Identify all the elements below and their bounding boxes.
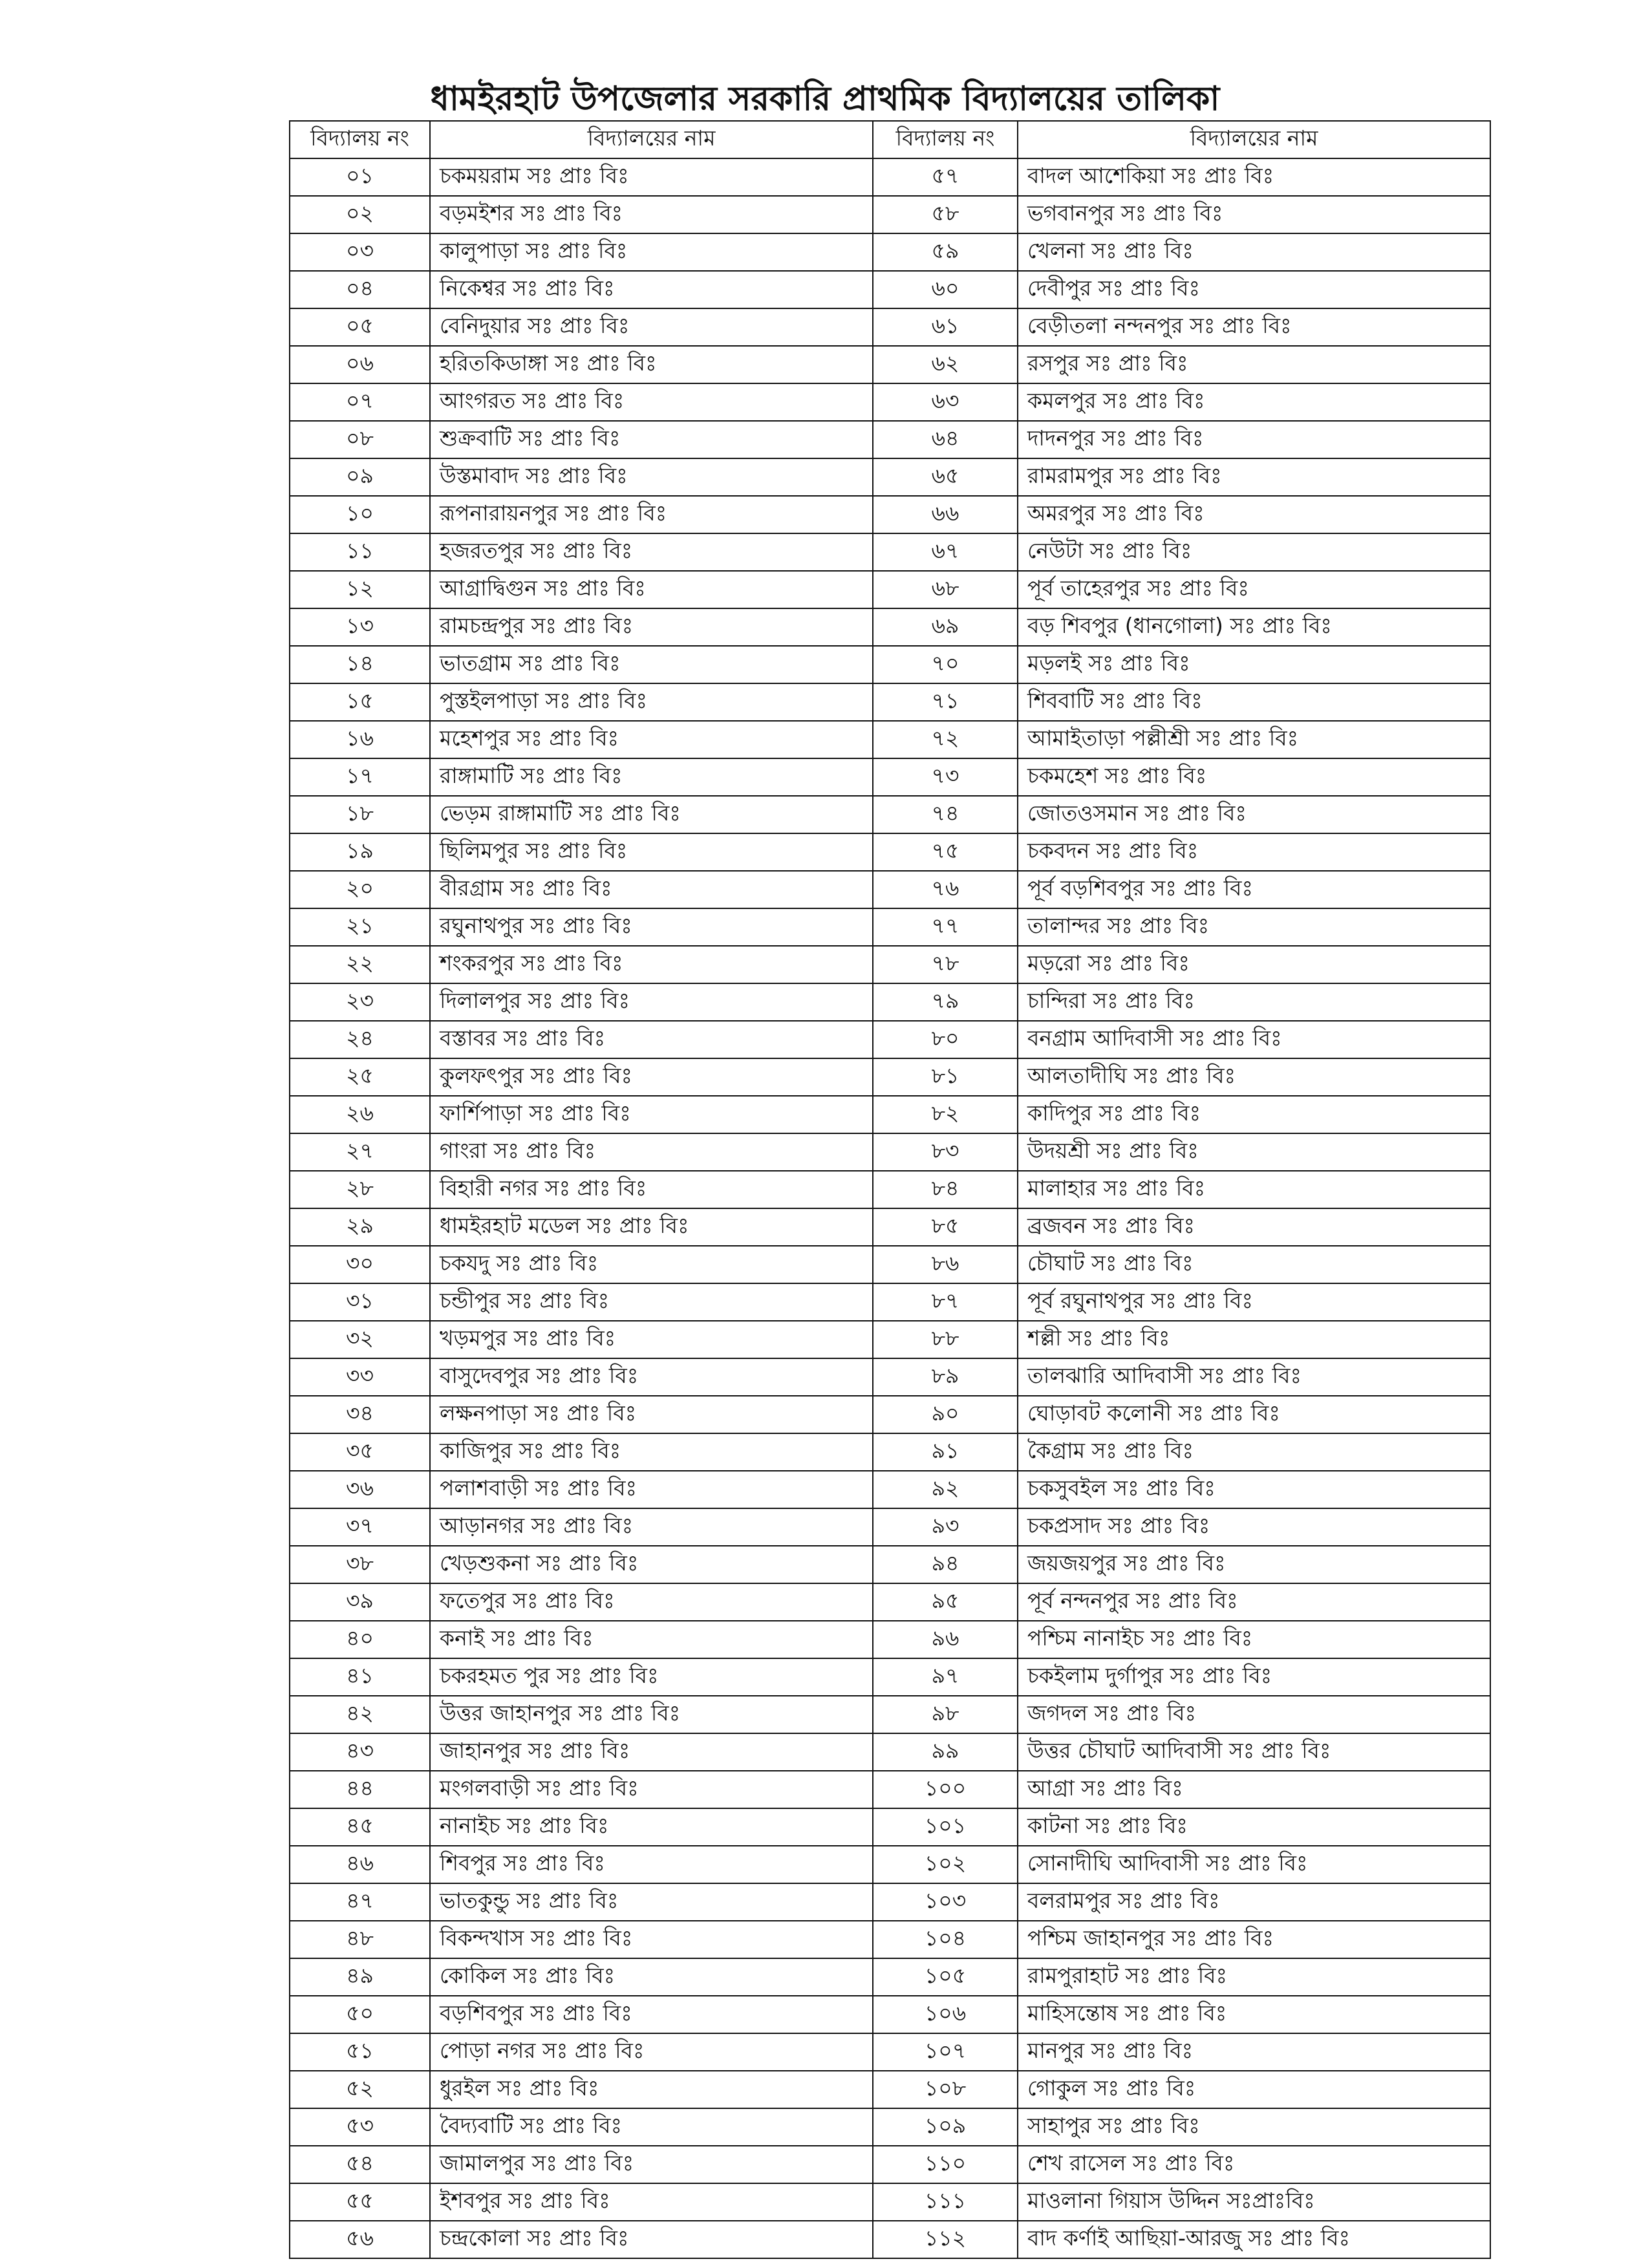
school-name-right: চকবদন সঃ প্রাঃ বিঃ <box>1018 833 1490 871</box>
school-name-right: জয়জয়পুর সঃ প্রাঃ বিঃ <box>1018 1546 1490 1583</box>
table-row <box>290 796 1490 833</box>
school-name-left: হরিতকিডাঙ্গা সঃ প্রাঃ বিঃ <box>430 346 873 383</box>
school-name-left: কালুপাড়া সঃ প্রাঃ বিঃ <box>430 233 873 271</box>
school-name-right: মানপুর সঃ প্রাঃ বিঃ <box>1018 2033 1490 2071</box>
school-name-right: মড়লই সঃ প্রাঃ বিঃ <box>1018 646 1490 683</box>
school-name-right: উদয়শ্রী সঃ প্রাঃ বিঃ <box>1018 1133 1490 1171</box>
school-no-right: ১০০ <box>873 1771 1018 1808</box>
table-row <box>290 1583 1490 1621</box>
table-row <box>290 983 1490 1021</box>
school-name-right: আমাইতাড়া পল্লীশ্রী সঃ প্রাঃ বিঃ <box>1018 721 1490 758</box>
school-no-right: ৭২ <box>873 721 1018 758</box>
school-no-right: ৮৫ <box>873 1208 1018 1246</box>
school-no-right: ৭১ <box>873 683 1018 721</box>
table-row <box>290 346 1490 383</box>
school-no-right: ১০৪ <box>873 1921 1018 1958</box>
school-no-left: ০৮ <box>290 421 430 458</box>
school-name-right: দাদনপুর সঃ প্রাঃ বিঃ <box>1018 421 1490 458</box>
school-name-right: তালান্দর সঃ প্রাঃ বিঃ <box>1018 908 1490 946</box>
school-name-left: রাঙ্গামাটি সঃ প্রাঃ বিঃ <box>430 758 873 796</box>
school-no-left: ০৪ <box>290 271 430 308</box>
school-name-left: কনাই সঃ প্রাঃ বিঃ <box>430 1621 873 1658</box>
table-row <box>290 196 1490 233</box>
table-row <box>290 1621 1490 1658</box>
school-no-right: ৬৫ <box>873 458 1018 496</box>
school-name-right: জগদল সঃ প্রাঃ বিঃ <box>1018 1696 1490 1733</box>
school-no-left: ১৮ <box>290 796 430 833</box>
school-name-left: পোড়া নগর সঃ প্রাঃ বিঃ <box>430 2033 873 2071</box>
school-name-right: রসপুর সঃ প্রাঃ বিঃ <box>1018 346 1490 383</box>
table-row <box>290 571 1490 608</box>
school-name-left: বস্তাবর সঃ প্রাঃ বিঃ <box>430 1021 873 1058</box>
table-row <box>290 2108 1490 2146</box>
school-no-right: ৫৭ <box>873 158 1018 196</box>
table-row <box>290 1133 1490 1171</box>
school-no-left: ২৬ <box>290 1096 430 1133</box>
school-name-right: ব্রজবন সঃ প্রাঃ বিঃ <box>1018 1208 1490 1246</box>
school-name-left: চকময়রাম সঃ প্রাঃ বিঃ <box>430 158 873 196</box>
school-name-left: আড়ানগর সঃ প্রাঃ বিঃ <box>430 1508 873 1546</box>
school-name-left: ফতেপুর সঃ প্রাঃ বিঃ <box>430 1583 873 1621</box>
school-no-right: ৮০ <box>873 1021 1018 1058</box>
school-no-left: ০৩ <box>290 233 430 271</box>
school-no-right: ৮৯ <box>873 1358 1018 1396</box>
school-no-left: ৪৩ <box>290 1733 430 1771</box>
school-no-left: ১৬ <box>290 721 430 758</box>
school-name-left: রূপনারায়নপুর সঃ প্রাঃ বিঃ <box>430 496 873 533</box>
table-row <box>290 1321 1490 1358</box>
school-name-right: ঘোড়াবট কলোনী সঃ প্রাঃ বিঃ <box>1018 1396 1490 1433</box>
school-no-right: ৬৯ <box>873 608 1018 646</box>
table-row <box>290 1696 1490 1733</box>
school-no-right: ৭৭ <box>873 908 1018 946</box>
school-no-right: ৬৬ <box>873 496 1018 533</box>
school-no-left: ১৪ <box>290 646 430 683</box>
school-no-left: ২২ <box>290 946 430 983</box>
school-name-right: চকইলাম দুর্গাপুর সঃ প্রাঃ বিঃ <box>1018 1658 1490 1696</box>
page-title: ধামইরহাট উপজেলার সরকারি প্রাথমিক বিদ্যালয়ের তালিকা <box>430 80 1220 118</box>
school-name-right: চৌঘাট সঃ প্রাঃ বিঃ <box>1018 1246 1490 1283</box>
school-no-left: ০৬ <box>290 346 430 383</box>
school-no-right: ১০৯ <box>873 2108 1018 2146</box>
school-no-left: ৫১ <box>290 2033 430 2071</box>
school-no-left: ৫৩ <box>290 2108 430 2146</box>
school-name-left: আগ্রাদ্বিগুন সঃ প্রাঃ বিঃ <box>430 571 873 608</box>
school-name-right: পূর্ব তাহেরপুর সঃ প্রাঃ বিঃ <box>1018 571 1490 608</box>
school-name-right: দেবীপুর সঃ প্রাঃ বিঃ <box>1018 271 1490 308</box>
table-row <box>290 608 1490 646</box>
school-name-left: চকযদু সঃ প্রাঃ বিঃ <box>430 1246 873 1283</box>
school-name-left: জাহানপুর সঃ প্রাঃ বিঃ <box>430 1733 873 1771</box>
school-no-right: ১১২ <box>873 2221 1018 2258</box>
table-row <box>290 683 1490 721</box>
school-no-right: ৮৪ <box>873 1171 1018 1208</box>
school-no-right: ১০৭ <box>873 2033 1018 2071</box>
school-name-right: বেড়ীতলা নন্দনপুর সঃ প্রাঃ বিঃ <box>1018 308 1490 346</box>
school-no-left: ১৩ <box>290 608 430 646</box>
school-name-left: কোকিল সঃ প্রাঃ বিঃ <box>430 1958 873 1996</box>
school-name-right: জোতওসমান সঃ প্রাঃ বিঃ <box>1018 796 1490 833</box>
school-name-left: নিকেশ্বর সঃ প্রাঃ বিঃ <box>430 271 873 308</box>
school-name-left: চন্ডীপুর সঃ প্রাঃ বিঃ <box>430 1283 873 1321</box>
header-school-name-right: বিদ্যালয়ের নাম <box>1018 121 1490 158</box>
school-no-right: ৭৯ <box>873 983 1018 1021</box>
school-no-left: ২৭ <box>290 1133 430 1171</box>
table-row <box>290 1546 1490 1583</box>
school-no-right: ৭৩ <box>873 758 1018 796</box>
table-row <box>290 2183 1490 2221</box>
school-no-right: ৮৩ <box>873 1133 1018 1171</box>
school-name-right: শিববাটি সঃ প্রাঃ বিঃ <box>1018 683 1490 721</box>
school-name-left: হজরতপুর সঃ প্রাঃ বিঃ <box>430 533 873 571</box>
school-no-left: ৫০ <box>290 1996 430 2033</box>
school-no-left: ০৭ <box>290 383 430 421</box>
school-no-left: ১২ <box>290 571 430 608</box>
school-name-right: সোনাদীঘি আদিবাসী সঃ প্রাঃ বিঃ <box>1018 1846 1490 1883</box>
school-name-left: চকরহমত পুর সঃ প্রাঃ বিঃ <box>430 1658 873 1696</box>
school-no-left: ৪৭ <box>290 1883 430 1921</box>
school-no-right: ৬৩ <box>873 383 1018 421</box>
school-no-right: ৫৯ <box>873 233 1018 271</box>
school-no-right: ৯৩ <box>873 1508 1018 1546</box>
table-row <box>290 421 1490 458</box>
school-no-left: ২৮ <box>290 1171 430 1208</box>
school-name-right: বলরামপুর সঃ প্রাঃ বিঃ <box>1018 1883 1490 1921</box>
school-no-left: ৩৪ <box>290 1396 430 1433</box>
school-no-right: ৬৪ <box>873 421 1018 458</box>
school-name-right: শেখ রাসেল সঃ প্রাঃ বিঃ <box>1018 2146 1490 2183</box>
school-no-left: ১৯ <box>290 833 430 871</box>
table-row <box>290 233 1490 271</box>
table-row <box>290 1958 1490 1996</box>
school-name-left: ভাতকুন্ডু সঃ প্রাঃ বিঃ <box>430 1883 873 1921</box>
school-name-right: নেউটা সঃ প্রাঃ বিঃ <box>1018 533 1490 571</box>
school-name-left: খেড়শুকনা সঃ প্রাঃ বিঃ <box>430 1546 873 1583</box>
table-row <box>290 1658 1490 1696</box>
school-name-left: চন্দ্রকোলা সঃ প্রাঃ বিঃ <box>430 2221 873 2258</box>
school-name-right: রামরামপুর সঃ প্রাঃ বিঃ <box>1018 458 1490 496</box>
school-list-table <box>289 120 1491 2259</box>
school-name-right: চান্দিরা সঃ প্রাঃ বিঃ <box>1018 983 1490 1021</box>
table-row <box>290 1021 1490 1058</box>
school-name-left: নানাইচ সঃ প্রাঃ বিঃ <box>430 1808 873 1846</box>
school-name-left: ধামইরহাট মডেল সঃ প্রাঃ বিঃ <box>430 1208 873 1246</box>
table-row <box>290 646 1490 683</box>
header-school-no-right: বিদ্যালয় নং <box>873 121 1018 158</box>
table-row <box>290 1733 1490 1771</box>
school-name-left: বড়শিবপুর সঃ প্রাঃ বিঃ <box>430 1996 873 2033</box>
table-row <box>290 1246 1490 1283</box>
school-name-right: উত্তর চৌঘাট আদিবাসী সঃ প্রাঃ বিঃ <box>1018 1733 1490 1771</box>
school-name-left: বেনিদুয়ার সঃ প্রাঃ বিঃ <box>430 308 873 346</box>
school-name-right: মাহিসন্তোষ সঃ প্রাঃ বিঃ <box>1018 1996 1490 2033</box>
table-row <box>290 1996 1490 2033</box>
school-name-right: কমলপুর সঃ প্রাঃ বিঃ <box>1018 383 1490 421</box>
school-name-right: চকসুবইল সঃ প্রাঃ বিঃ <box>1018 1471 1490 1508</box>
table-row <box>290 383 1490 421</box>
table-row <box>290 308 1490 346</box>
school-no-left: ২০ <box>290 871 430 908</box>
school-no-right: ৯৮ <box>873 1696 1018 1733</box>
school-name-left: কাজিপুর সঃ প্রাঃ বিঃ <box>430 1433 873 1471</box>
school-no-right: ৬১ <box>873 308 1018 346</box>
school-name-right: খেলনা সঃ প্রাঃ বিঃ <box>1018 233 1490 271</box>
school-no-left: ৪৪ <box>290 1771 430 1808</box>
school-name-left: শুক্রবাটি সঃ প্রাঃ বিঃ <box>430 421 873 458</box>
school-name-left: শংকরপুর সঃ প্রাঃ বিঃ <box>430 946 873 983</box>
school-no-left: ৪৯ <box>290 1958 430 1996</box>
school-no-left: ২৫ <box>290 1058 430 1096</box>
school-name-left: বড়মইশর সঃ প্রাঃ বিঃ <box>430 196 873 233</box>
table-row <box>290 2033 1490 2071</box>
school-name-left: রঘুনাথপুর সঃ প্রাঃ বিঃ <box>430 908 873 946</box>
table-row <box>290 2221 1490 2258</box>
table-row <box>290 871 1490 908</box>
table-row <box>290 1921 1490 1958</box>
school-no-left: ১৭ <box>290 758 430 796</box>
school-no-left: ৩৩ <box>290 1358 430 1396</box>
table-row <box>290 496 1490 533</box>
school-no-right: ৫৮ <box>873 196 1018 233</box>
school-no-right: ৮১ <box>873 1058 1018 1096</box>
school-name-left: ইশবপুর সঃ প্রাঃ বিঃ <box>430 2183 873 2221</box>
table-row <box>290 533 1490 571</box>
school-no-left: ৩৭ <box>290 1508 430 1546</box>
school-no-left: ৫৪ <box>290 2146 430 2183</box>
school-name-right: কৈগ্রাম সঃ প্রাঃ বিঃ <box>1018 1433 1490 1471</box>
school-name-right: কাটনা সঃ প্রাঃ বিঃ <box>1018 1808 1490 1846</box>
school-name-left: খড়মপুর সঃ প্রাঃ বিঃ <box>430 1321 873 1358</box>
school-no-right: ১০৬ <box>873 1996 1018 2033</box>
school-name-right: কাদিপুর সঃ প্রাঃ বিঃ <box>1018 1096 1490 1133</box>
school-no-left: ০৫ <box>290 308 430 346</box>
table-row <box>290 908 1490 946</box>
school-name-left: উত্তর জাহানপুর সঃ প্রাঃ বিঃ <box>430 1696 873 1733</box>
school-no-left: ৪০ <box>290 1621 430 1658</box>
school-no-right: ১০৮ <box>873 2071 1018 2108</box>
school-no-left: ৩২ <box>290 1321 430 1358</box>
school-name-left: ভাতগ্রাম সঃ প্রাঃ বিঃ <box>430 646 873 683</box>
school-name-right: মাওলানা গিয়াস উদ্দিন সঃপ্রাঃবিঃ <box>1018 2183 1490 2221</box>
school-no-right: ৭৫ <box>873 833 1018 871</box>
school-no-right: ১০৩ <box>873 1883 1018 1921</box>
school-name-right: চকপ্রসাদ সঃ প্রাঃ বিঃ <box>1018 1508 1490 1546</box>
school-no-left: ২১ <box>290 908 430 946</box>
header-school-name-left: বিদ্যালয়ের নাম <box>430 121 873 158</box>
school-no-right: ৬৮ <box>873 571 1018 608</box>
table-row <box>290 1096 1490 1133</box>
school-name-left: দিলালপুর সঃ প্রাঃ বিঃ <box>430 983 873 1021</box>
school-no-right: ৯৯ <box>873 1733 1018 1771</box>
school-no-right: ৯২ <box>873 1471 1018 1508</box>
school-no-left: ৩৬ <box>290 1471 430 1508</box>
table-row <box>290 758 1490 796</box>
school-name-right: বাদল আশেকিয়া সঃ প্রাঃ বিঃ <box>1018 158 1490 196</box>
table-row <box>290 1433 1490 1471</box>
table-row <box>290 2071 1490 2108</box>
table-row <box>290 271 1490 308</box>
school-name-left: আংগরত সঃ প্রাঃ বিঃ <box>430 383 873 421</box>
school-no-left: ১০ <box>290 496 430 533</box>
school-no-right: ৮৬ <box>873 1246 1018 1283</box>
school-name-left: বাসুদেবপুর সঃ প্রাঃ বিঃ <box>430 1358 873 1396</box>
school-no-right: ৭০ <box>873 646 1018 683</box>
table-row <box>290 833 1490 871</box>
school-name-right: পশ্চিম জাহানপুর সঃ প্রাঃ বিঃ <box>1018 1921 1490 1958</box>
table-row <box>290 1208 1490 1246</box>
school-no-left: ৩০ <box>290 1246 430 1283</box>
school-name-left: উস্তমাবাদ সঃ প্রাঃ বিঃ <box>430 458 873 496</box>
school-name-right: মড়রো সঃ প্রাঃ বিঃ <box>1018 946 1490 983</box>
school-name-left: পলাশবাড়ী সঃ প্রাঃ বিঃ <box>430 1471 873 1508</box>
table-row <box>290 1171 1490 1208</box>
school-no-left: ৫৬ <box>290 2221 430 2258</box>
school-name-right: রামপুরাহাট সঃ প্রাঃ বিঃ <box>1018 1958 1490 1996</box>
school-no-left: ৫৫ <box>290 2183 430 2221</box>
school-no-left: ২৯ <box>290 1208 430 1246</box>
school-no-right: ৭৪ <box>873 796 1018 833</box>
table-row <box>290 1846 1490 1883</box>
school-name-left: জামালপুর সঃ প্রাঃ বিঃ <box>430 2146 873 2183</box>
school-name-left: গাংরা সঃ প্রাঃ বিঃ <box>430 1133 873 1171</box>
school-name-left: লক্ষনপাড়া সঃ প্রাঃ বিঃ <box>430 1396 873 1433</box>
school-no-left: ৪৮ <box>290 1921 430 1958</box>
school-name-left: বৈদ্যবাটি সঃ প্রাঃ বিঃ <box>430 2108 873 2146</box>
school-name-right: পূর্ব নন্দনপুর সঃ প্রাঃ বিঃ <box>1018 1583 1490 1621</box>
table-row <box>290 1883 1490 1921</box>
table-row <box>290 946 1490 983</box>
school-no-right: ১০১ <box>873 1808 1018 1846</box>
table-row <box>290 458 1490 496</box>
school-name-right: বনগ্রাম আদিবাসী সঃ প্রাঃ বিঃ <box>1018 1021 1490 1058</box>
school-no-left: ১৫ <box>290 683 430 721</box>
school-name-left: বিকন্দখাস সঃ প্রাঃ বিঃ <box>430 1921 873 1958</box>
school-name-right: গোকুল সঃ প্রাঃ বিঃ <box>1018 2071 1490 2108</box>
school-name-left: ফার্শিপাড়া সঃ প্রাঃ বিঃ <box>430 1096 873 1133</box>
school-name-right: চকমহেশ সঃ প্রাঃ বিঃ <box>1018 758 1490 796</box>
school-no-right: ৭৮ <box>873 946 1018 983</box>
school-name-right: ভগবানপুর সঃ প্রাঃ বিঃ <box>1018 196 1490 233</box>
school-no-left: ৩১ <box>290 1283 430 1321</box>
table-row <box>290 1771 1490 1808</box>
school-name-left: বিহারী নগর সঃ প্রাঃ বিঃ <box>430 1171 873 1208</box>
table-row <box>290 1283 1490 1321</box>
school-name-right: আগ্রা সঃ প্রাঃ বিঃ <box>1018 1771 1490 1808</box>
table-row <box>290 1058 1490 1096</box>
table-row <box>290 2146 1490 2183</box>
school-no-right: ৯৫ <box>873 1583 1018 1621</box>
school-no-left: ১১ <box>290 533 430 571</box>
school-name-right: পূর্ব রঘুনাথপুর সঃ প্রাঃ বিঃ <box>1018 1283 1490 1321</box>
school-name-left: পুস্তইলপাড়া সঃ প্রাঃ বিঃ <box>430 683 873 721</box>
table-row <box>290 1396 1490 1433</box>
school-no-left: ২৩ <box>290 983 430 1021</box>
school-no-left: ৪৫ <box>290 1808 430 1846</box>
school-name-left: ধুরইল সঃ প্রাঃ বিঃ <box>430 2071 873 2108</box>
school-no-right: ৭৬ <box>873 871 1018 908</box>
school-no-right: ৯৬ <box>873 1621 1018 1658</box>
school-name-left: কুলফৎপুর সঃ প্রাঃ বিঃ <box>430 1058 873 1096</box>
school-name-left: রামচন্দ্রপুর সঃ প্রাঃ বিঃ <box>430 608 873 646</box>
school-no-left: ৪২ <box>290 1696 430 1733</box>
school-no-left: ৩৫ <box>290 1433 430 1471</box>
school-name-right: পশ্চিম নানাইচ সঃ প্রাঃ বিঃ <box>1018 1621 1490 1658</box>
school-no-left: ০৯ <box>290 458 430 496</box>
school-no-right: ১১০ <box>873 2146 1018 2183</box>
school-name-right: তালঝারি আদিবাসী সঃ প্রাঃ বিঃ <box>1018 1358 1490 1396</box>
school-name-left: ভেড়ম রাঙ্গামাটি সঃ প্রাঃ বিঃ <box>430 796 873 833</box>
school-name-left: মহেশপুর সঃ প্রাঃ বিঃ <box>430 721 873 758</box>
school-no-left: ৩৮ <box>290 1546 430 1583</box>
school-name-right: আলতাদীঘি সঃ প্রাঃ বিঃ <box>1018 1058 1490 1096</box>
table-row <box>290 1808 1490 1846</box>
school-name-right: বাদ কর্ণাই আছিয়া-আরজু সঃ প্রাঃ বিঃ <box>1018 2221 1490 2258</box>
school-no-left: ২৪ <box>290 1021 430 1058</box>
school-no-right: ৬০ <box>873 271 1018 308</box>
school-no-left: ০২ <box>290 196 430 233</box>
school-no-right: ১০২ <box>873 1846 1018 1883</box>
school-no-right: ৯৪ <box>873 1546 1018 1583</box>
school-no-right: ১০৫ <box>873 1958 1018 1996</box>
school-name-right: শল্লী সঃ প্রাঃ বিঃ <box>1018 1321 1490 1358</box>
school-name-left: শিবপুর সঃ প্রাঃ বিঃ <box>430 1846 873 1883</box>
school-no-left: ৪৬ <box>290 1846 430 1883</box>
school-no-left: ৩৯ <box>290 1583 430 1621</box>
school-name-right: বড় শিবপুর (ধানগোলা) সঃ প্রাঃ বিঃ <box>1018 608 1490 646</box>
school-no-right: ৯৭ <box>873 1658 1018 1696</box>
school-name-left: ছিলিমপুর সঃ প্রাঃ বিঃ <box>430 833 873 871</box>
school-name-right: পূর্ব বড়শিবপুর সঃ প্রাঃ বিঃ <box>1018 871 1490 908</box>
school-name-right: মালাহার সঃ প্রাঃ বিঃ <box>1018 1171 1490 1208</box>
school-no-left: ০১ <box>290 158 430 196</box>
header-school-no-left: বিদ্যালয় নং <box>290 121 430 158</box>
table-row <box>290 721 1490 758</box>
school-name-right: অমরপুর সঃ প্রাঃ বিঃ <box>1018 496 1490 533</box>
school-no-right: ৮৭ <box>873 1283 1018 1321</box>
school-no-right: ৮২ <box>873 1096 1018 1133</box>
table-row <box>290 1471 1490 1508</box>
table-row <box>290 158 1490 196</box>
school-no-right: ৬২ <box>873 346 1018 383</box>
school-no-right: ৮৮ <box>873 1321 1018 1358</box>
school-name-left: মংগলবাড়ী সঃ প্রাঃ বিঃ <box>430 1771 873 1808</box>
table-row <box>290 1358 1490 1396</box>
school-no-right: ১১১ <box>873 2183 1018 2221</box>
table-row <box>290 1508 1490 1546</box>
table-header-row <box>290 121 1490 158</box>
school-no-left: ৪১ <box>290 1658 430 1696</box>
school-no-right: ৯০ <box>873 1396 1018 1433</box>
school-no-right: ৯১ <box>873 1433 1018 1471</box>
school-name-right: সাহাপুর সঃ প্রাঃ বিঃ <box>1018 2108 1490 2146</box>
school-no-right: ৬৭ <box>873 533 1018 571</box>
school-no-left: ৫২ <box>290 2071 430 2108</box>
school-name-left: বীরগ্রাম সঃ প্রাঃ বিঃ <box>430 871 873 908</box>
